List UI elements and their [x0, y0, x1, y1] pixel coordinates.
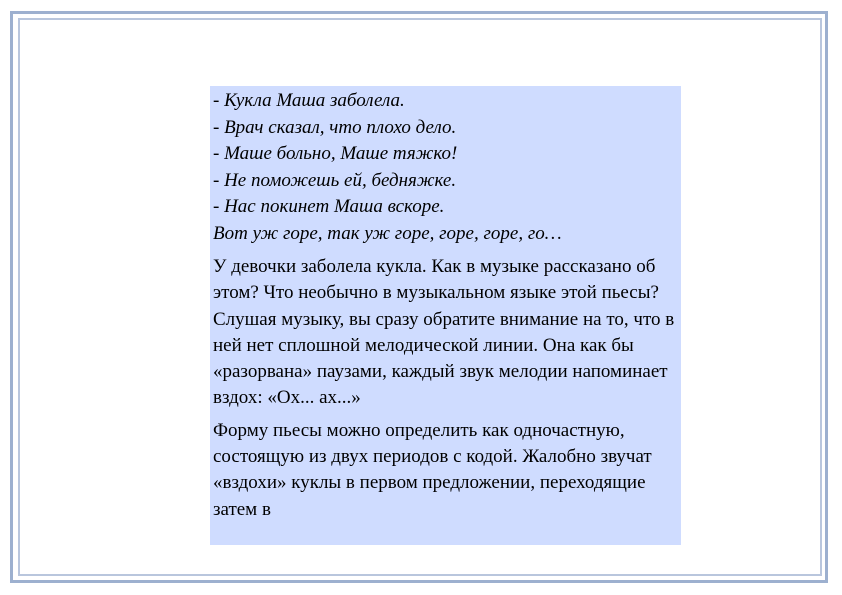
paragraph-form: Форму пьесы можно определить как одночастную, состоящую из двух периодов с кодой. Жалобно звучат «вздохи» куклы в первом предложении, переходящие затем в — [213, 419, 652, 520]
paragraph-description: У девочки заболела кукла. Как в музыке рассказано об этом? Что необычно в музыкальном языке этой пьесы? Слушая музыку, вы сразу обратите внимание на то, что в ней нет сплошной мелодической линии. Она как бы «разорвана» паузами, каждый звук мелодии напоминает вздох: «Ох... ах...» — [213, 256, 675, 409]
text-box — [210, 86, 681, 545]
poem-line: - Маше больно, Маше тяжко! — [213, 143, 458, 164]
poem-line: - Нас покинет Маша вскоре. — [213, 196, 445, 217]
poem-line: - Не поможешь ей, бедняжке. — [213, 169, 457, 191]
poem — [213, 88, 681, 247]
poem-line: - Кукла Маша заболела. — [213, 90, 405, 111]
poem-line: Вот уж горе, так уж горе, горе, горе, го… — [213, 222, 562, 244]
poem-line: - Врач сказал, что плохо дело. — [213, 116, 457, 138]
